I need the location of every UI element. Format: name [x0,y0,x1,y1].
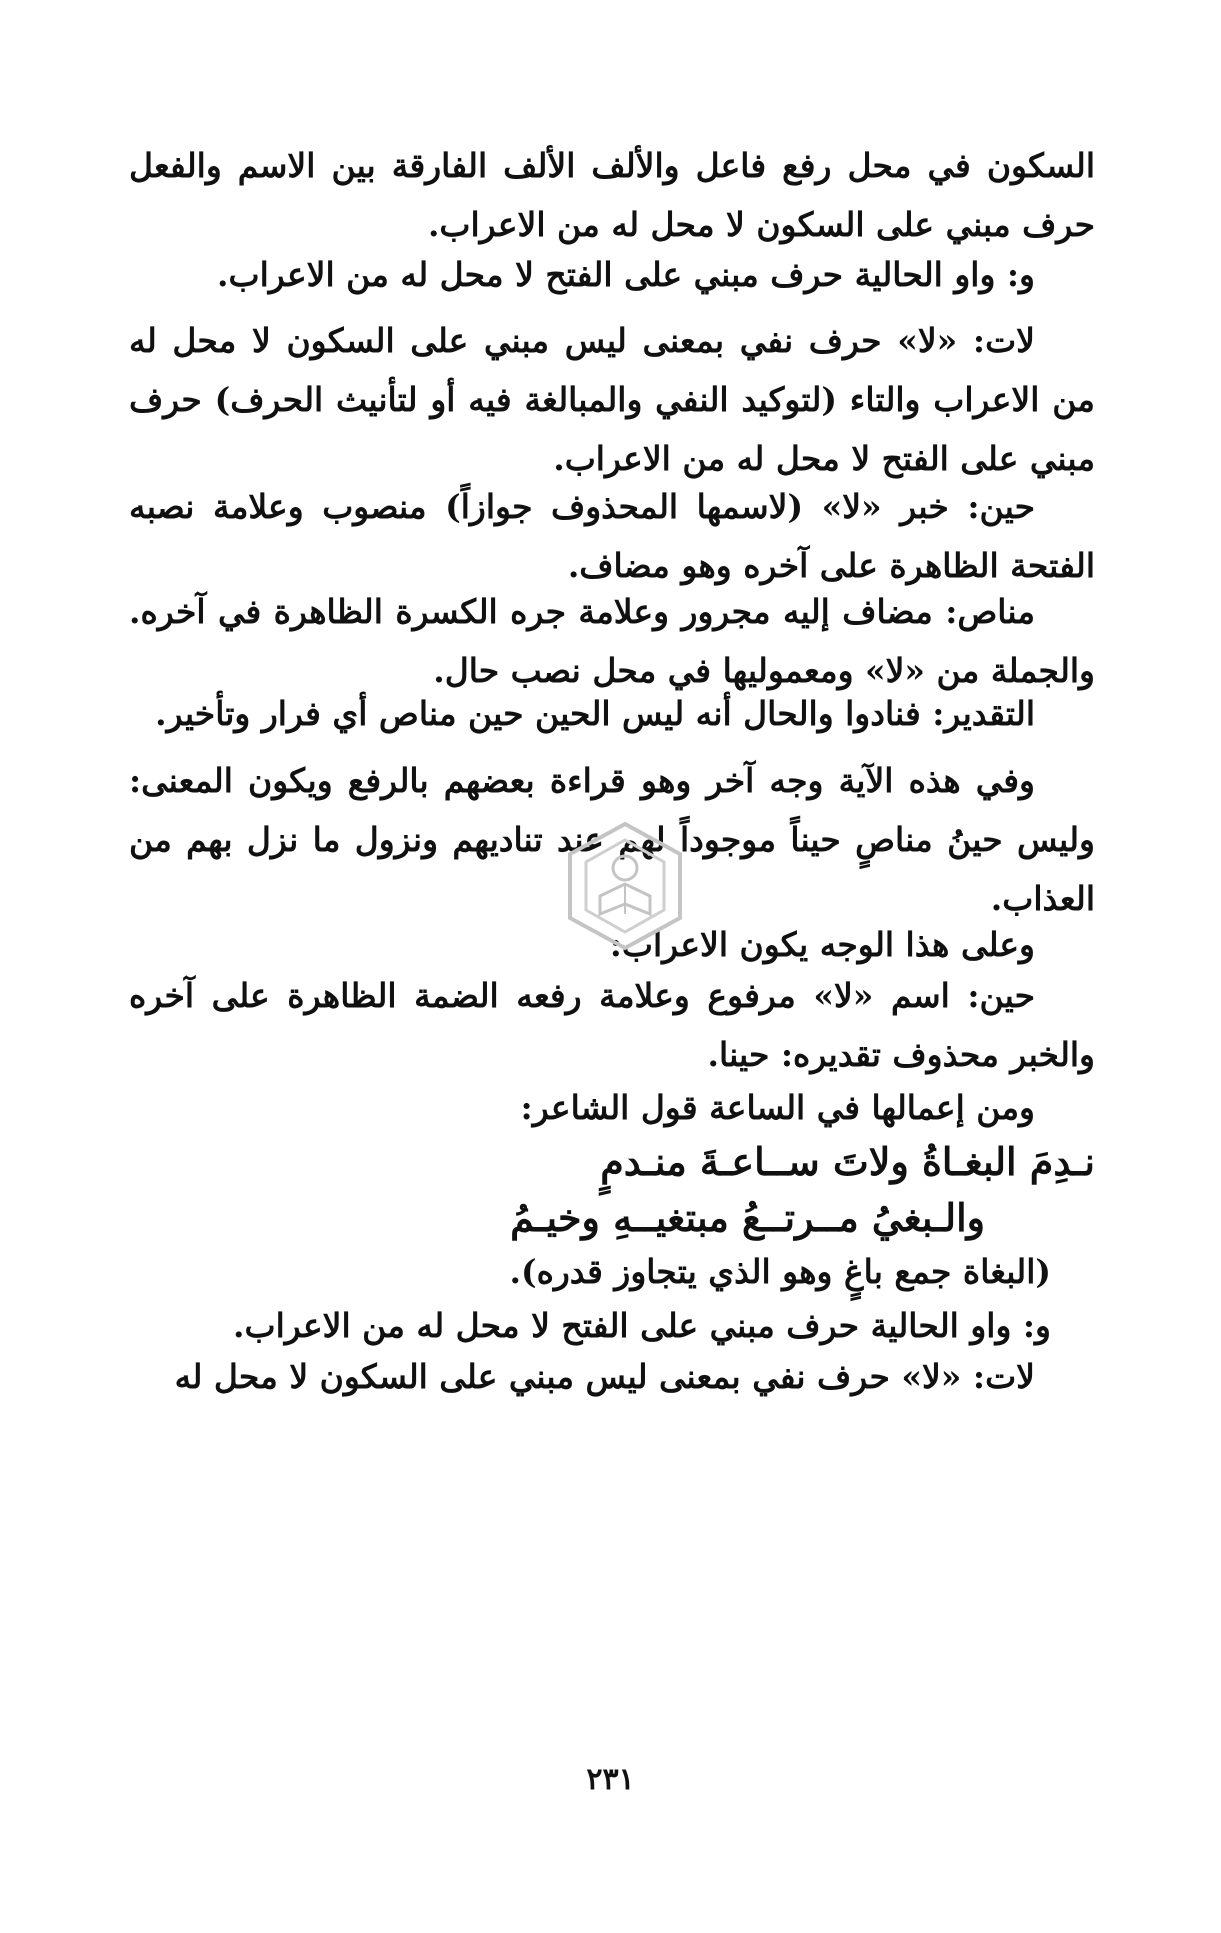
paragraph-6: التقدير: فنادوا والحال أنه ليس الحين حين مناص أي فرار وتأخير. [155,694,1035,733]
paragraph-7: وفي هذه الآية وجه آخر وهو قراءة بعضهم بالرفع ويكون المعنى: وليس حينُ مناصٍ حيناً موجوداً لهم عند تناديهم ونزول ما نزل بهم من العذاب. [129,761,1095,918]
paragraph-11: و: واو الحالية حرف مبني على الفتح لا محل له من الاعراب. [233,1306,1051,1345]
library-seal-watermark-icon [560,818,690,968]
paragraph-4: حين: خبر «لا» (لاسمها المحذوف جوازاً) منصوب وعلامة نصبه الفتحة الظاهرة على آخره وهو مضاف. [129,487,1095,585]
paragraph-8: وعلى هذا الوجه يكون الاعراب: [609,925,1035,964]
paragraph-9: حين: اسم «لا» مرفوع وعلامة رفعه الضمة الظاهرة على آخره والخبر محذوف تقديره: حينا. [129,976,1095,1074]
paragraph-12: لات: «لا» حرف نفي بمعنى ليس مبني على السكون لا محل له [174,1357,1035,1396]
verse-line-2: والـبغيُ مــرتــعُ مبتغيــهِ وخيـمُ [510,1195,985,1240]
page-number: ٢٣١ [586,1762,635,1797]
verse-line-1: نـدِمَ البغـاةُ ولاتَ ســاعـةَ منـدمٍ [600,1139,1095,1184]
paragraph-5: مناص: مضاف إليه مجرور وعلامة جره الكسرة الظاهرة في آخره. والجملة من «لا» ومعموليها في محل نصب حال. [129,592,1095,690]
paragraph-1: السكون في محل رفع فاعل والألف الألف الفارقة بين الاسم والفعل حرف مبني على السكون لا محل له من الاعراب. [129,146,1095,244]
paragraph-3: لات: «لا» حرف نفي بمعنى ليس مبني على السكون لا محل له من الاعراب والتاء (لتوكيد النفي والمبالغة فيه أو لتأنيث الحرف) حرف مبني على الفتح لا محل له من الاعراب. [129,321,1095,478]
paragraph-10: ومن إعمالها في الساعة قول الشاعر: [520,1088,1035,1127]
verse-gloss: (البغاة جمع باغٍ وهو الذي يتجاوز قدره). [509,1252,1051,1291]
paragraph-2: و: واو الحالية حرف مبني على الفتح لا محل له من الاعراب. [217,255,1035,294]
